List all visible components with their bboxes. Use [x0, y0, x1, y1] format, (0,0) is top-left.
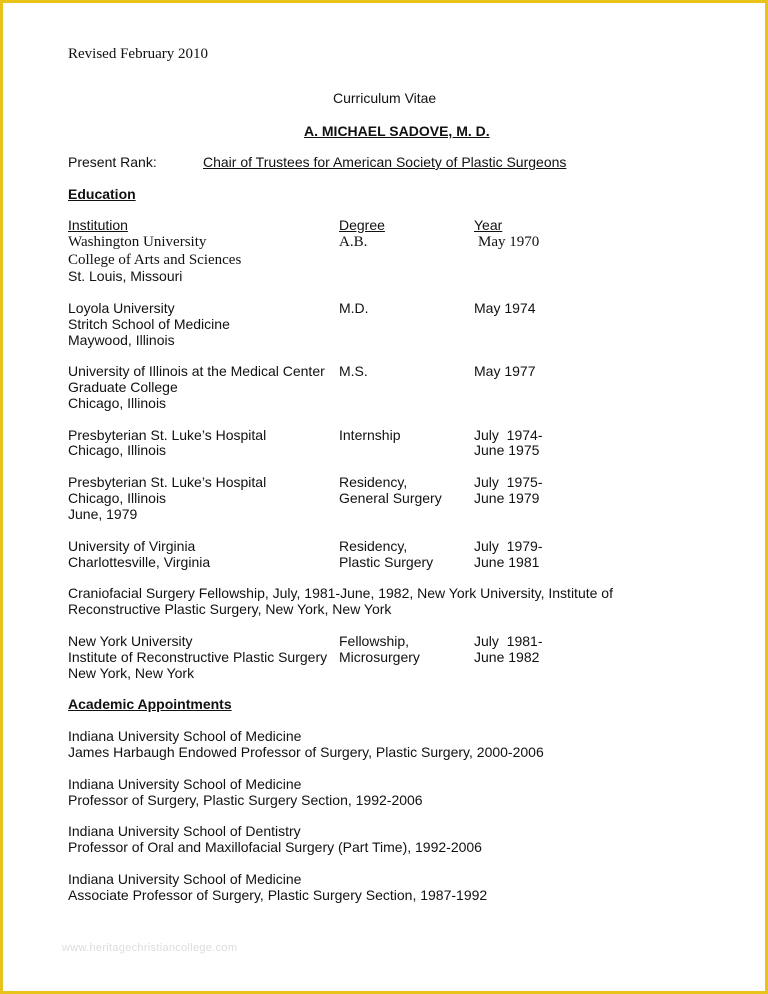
education-year: June 1982 [474, 649, 540, 665]
education-year: June 1981 [474, 554, 540, 570]
education-year: June 1979 [474, 490, 540, 506]
rank-label: Present Rank: [68, 154, 157, 170]
education-year: May 1974 [474, 300, 536, 316]
document-title: Curriculum Vitae [333, 90, 437, 106]
education-institution-line: Institute of Reconstructive Plastic Surgery [68, 649, 328, 665]
education-institution-line: Loyola University [68, 300, 175, 316]
education-degree: Internship [339, 427, 401, 443]
education-degree: M.S. [339, 363, 368, 379]
education-institution-line: College of Arts and Sciences [68, 252, 242, 268]
column-header-degree: Degree [339, 217, 385, 233]
education-institution-line: Chicago, Illinois [68, 395, 167, 411]
education-institution-line: University of Virginia [68, 538, 196, 554]
education-degree: Microsurgery [339, 649, 420, 665]
education-degree: Plastic Surgery [339, 554, 434, 570]
education-institution-line: St. Louis, Missouri [68, 268, 183, 284]
appointment-institution: Indiana University School of Medicine [68, 728, 302, 744]
education-degree: M.D. [339, 300, 369, 316]
education-institution-line: New York University [68, 633, 193, 649]
education-year: May 1970 [478, 234, 540, 250]
education-year: July 1981- [474, 633, 543, 649]
education-degree: General Surgery [339, 490, 442, 506]
appointment-title: Professor of Oral and Maxillofacial Surgery (Part Time), 1992-2006 [68, 839, 482, 855]
education-year: July 1974- [474, 427, 543, 443]
education-institution-line: New York, New York [68, 665, 195, 681]
appointment-title: Professor of Surgery, Plastic Surgery Section, 1992-2006 [68, 792, 423, 808]
education-institution-line: Chicago, Illinois [68, 442, 167, 458]
watermark-text: www.heritagechristiancollege.com [62, 942, 238, 954]
appointment-institution: Indiana University School of Dentistry [68, 823, 301, 839]
education-institution-line: Chicago, Illinois [68, 490, 167, 506]
education-institution-line: Presbyterian St. Luke’s Hospital [68, 427, 267, 443]
appointment-title: James Harbaugh Endowed Professor of Surgery, Plastic Surgery, 2000-2006 [68, 744, 544, 760]
appointment-institution: Indiana University School of Medicine [68, 776, 302, 792]
fellowship-note-line: Craniofacial Surgery Fellowship, July, 1981-June, 1982, New York University, Institute of [68, 585, 613, 601]
fellowship-note-line: Reconstructive Plastic Surgery, New York, New York [68, 601, 392, 617]
education-degree: Fellowship, [339, 633, 410, 649]
education-institution-line: June, 1979 [68, 506, 138, 522]
rank-value: Chair of Trustees for American Society of Plastic Surgeons [203, 154, 567, 170]
education-institution-line: University of Illinois at the Medical Center [68, 363, 325, 379]
education-institution-line: Maywood, Illinois [68, 332, 175, 348]
education-degree: Residency, [339, 538, 408, 554]
education-year: June 1975 [474, 442, 540, 458]
education-institution-line: Charlottesville, Virginia [68, 554, 211, 570]
education-degree: A.B. [339, 234, 368, 250]
education-year: July 1975- [474, 474, 543, 490]
person-name: A. MICHAEL SADOVE, M. D. [304, 123, 490, 139]
education-institution-line: Stritch School of Medicine [68, 316, 230, 332]
appointments-heading: Academic Appointments [68, 696, 232, 712]
education-institution-line: Graduate College [68, 379, 178, 395]
appointment-institution: Indiana University School of Medicine [68, 871, 302, 887]
education-heading: Education [68, 186, 136, 202]
education-institution-line: Washington University [68, 234, 207, 250]
column-header-year: Year [474, 217, 503, 233]
education-degree: Residency, [339, 474, 408, 490]
education-year: May 1977 [474, 363, 536, 379]
education-year: July 1979- [474, 538, 543, 554]
appointment-title: Associate Professor of Surgery, Plastic Surgery Section, 1987-1992 [68, 887, 488, 903]
column-header-institution: Institution [68, 217, 128, 233]
revised-date: Revised February 2010 [68, 46, 208, 62]
education-institution-line: Presbyterian St. Luke’s Hospital [68, 474, 267, 490]
